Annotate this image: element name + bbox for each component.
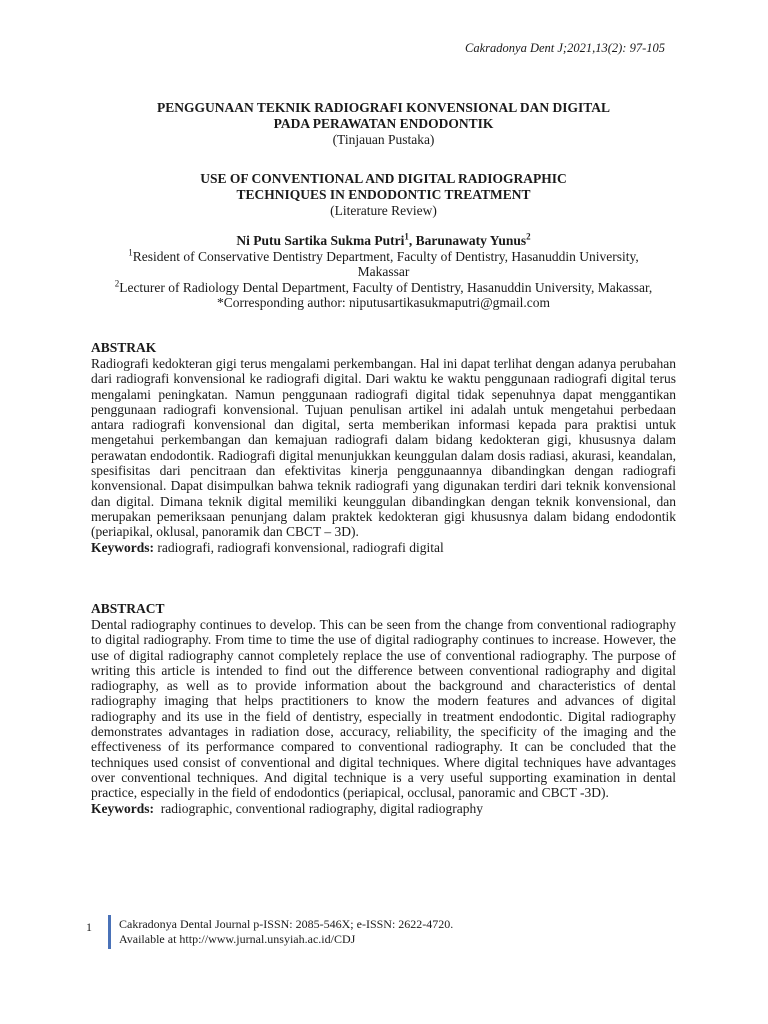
abstrak-keywords xyxy=(91,540,676,555)
author-2-affiliation-mark: 2 xyxy=(526,231,531,242)
affiliation-1-mark: 1 xyxy=(128,247,133,257)
affiliation-1-line1: Resident of Conservative Dentistry Department, Faculty of Dentistry, Hasanuddin University, xyxy=(132,248,639,264)
title-english xyxy=(91,171,676,219)
abstract-keywords-label: Keywords: xyxy=(91,800,154,816)
journal-citation: Cakradonya Dent J;2021,13(2): 97-105 xyxy=(465,41,665,55)
title-en-line1: USE OF CONVENTIONAL AND DIGITAL RADIOGRAPHIC xyxy=(200,171,567,186)
article-type-id: (Tinjauan Pustaka) xyxy=(332,132,435,147)
article-type-en: (Literature Review) xyxy=(330,203,437,218)
footer-journal-info xyxy=(119,917,453,947)
abstract-body: Dental radiography continues to develop. This can be seen from the change from conventional radiography to digital radiography. From time to time the use of digital radiography continues to increase. However, the use of digital radiography cannot completely replace the use of conventional radiography. The purpose of writing this article is intended to find out the difference between conventional radiography and digital radiography, as well as to provide information about the background and characteristics of dental radiography imaging that helps practitioners to know the modern features and advances of digital radiography and its use in the field of dentistry, especially in treatment endodontic. Digital radiography demonstrates advantages in radiation dose, accuracy, reliability, the specificity of the imaging and the effectiveness of its performance compared to conventional radiography. It can be concluded that the techniques used consist of conventional and digital techniques. Where digital techniques have advantages over conventional techniques. And digital technique is a very useful supporting examination in dental practice, especially in the field of endodontics (periapical, occlusal, panoramic and CBCT -3D). xyxy=(91,617,676,801)
title-id-line1: PENGGUNAAN TEKNIK RADIOGRAFI KONVENSIONAL DAN DIGITAL xyxy=(157,100,610,115)
affiliation-2-mark: 2 xyxy=(114,278,120,288)
author-block xyxy=(91,233,676,311)
footer-divider-bar xyxy=(108,915,111,949)
affiliation-1-city: Makassar xyxy=(357,264,410,279)
abstrak-keywords-label: Keywords: xyxy=(91,539,154,555)
abstrak-body: Radiografi kedokteran gigi terus mengalami perkembangan. Hal ini dapat terlihat dengan adanya perubahan dari radiografi konvensional ke radiografi digital. Dari waktu ke waktu penggunaan radiografi digital terus mengalami peningkatan. Namun penggunaan radiografi digital tidak sepenuhnya dapat menggantikan penggunaan radiografi konvensional. Tujuan penulisan artikel ini adalah untuk mengetahui perbedaan antara radiografi konvensional dan digital, serta memberikan informasi kepada para praktisi untuk mengetahui perkembangan dan kemajuan radiografi dalam bidang kedokteran gigi, khususnya dalam perawatan endodontik. Radiografi digital menunjukkan keunggulan dalam dosis radiasi, akurasi, keandalan, spesifisitas dari pencitraan dan efektivitas kinerja penggunaannya dibandingkan dengan radiografi konvensional. Dapat disimpulkan bahwa teknik radiografi yang digunakan terdiri dari teknik konvensional dan digital. Dimana teknik digital memiliki keunggulan dibandingkan dengan teknik konvensional, dan merupakan pemeriksaan penunjang dalam praktek kedokteran gigi khususnya dalam bidang endodontik (periapikal, oklusal, panoramik dan CBCT – 3D). xyxy=(91,356,676,540)
affiliation-2-text: Lecturer of Radiology Dental Department, Faculty of Dentistry, Hasanuddin University, Makassar, xyxy=(119,279,653,295)
author-1: Ni Putu Sartika Sukma Putri xyxy=(236,233,405,248)
abstract-keywords-list: radiographic, conventional radiography, digital radiography xyxy=(154,800,484,816)
affiliation-1 xyxy=(91,249,676,265)
page-number: 1 xyxy=(86,920,92,934)
corresponding-author: *Corresponding author: niputusartikasukmaputri@gmail.com xyxy=(216,295,550,310)
author-1-affiliation-mark: 1 xyxy=(404,231,409,242)
abstract-keywords xyxy=(91,801,676,816)
author-separator: , xyxy=(408,233,416,248)
title-indonesian xyxy=(91,100,676,148)
author-names xyxy=(91,233,676,249)
author-2: Barunawaty Yunus xyxy=(415,233,527,248)
abstract-heading: ABSTRACT xyxy=(91,601,165,616)
affiliation-2 xyxy=(91,280,676,296)
footer-url: Available at http://www.jurnal.unsyiah.ac.id/CDJ xyxy=(119,932,356,946)
abstrak-section xyxy=(91,340,676,555)
abstrak-heading: ABSTRAK xyxy=(91,340,157,355)
abstract-section xyxy=(91,601,676,816)
footer-issn: Cakradonya Dental Journal p-ISSN: 2085-546X; e-ISSN: 2622-4720. xyxy=(119,917,454,931)
title-en-line2: TECHNIQUES IN ENDODONTIC TREATMENT xyxy=(236,187,531,202)
abstrak-keywords-list: radiografi, radiografi konvensional, radiografi digital xyxy=(154,539,444,555)
title-id-line2: PADA PERAWATAN ENDODONTIK xyxy=(273,116,494,131)
